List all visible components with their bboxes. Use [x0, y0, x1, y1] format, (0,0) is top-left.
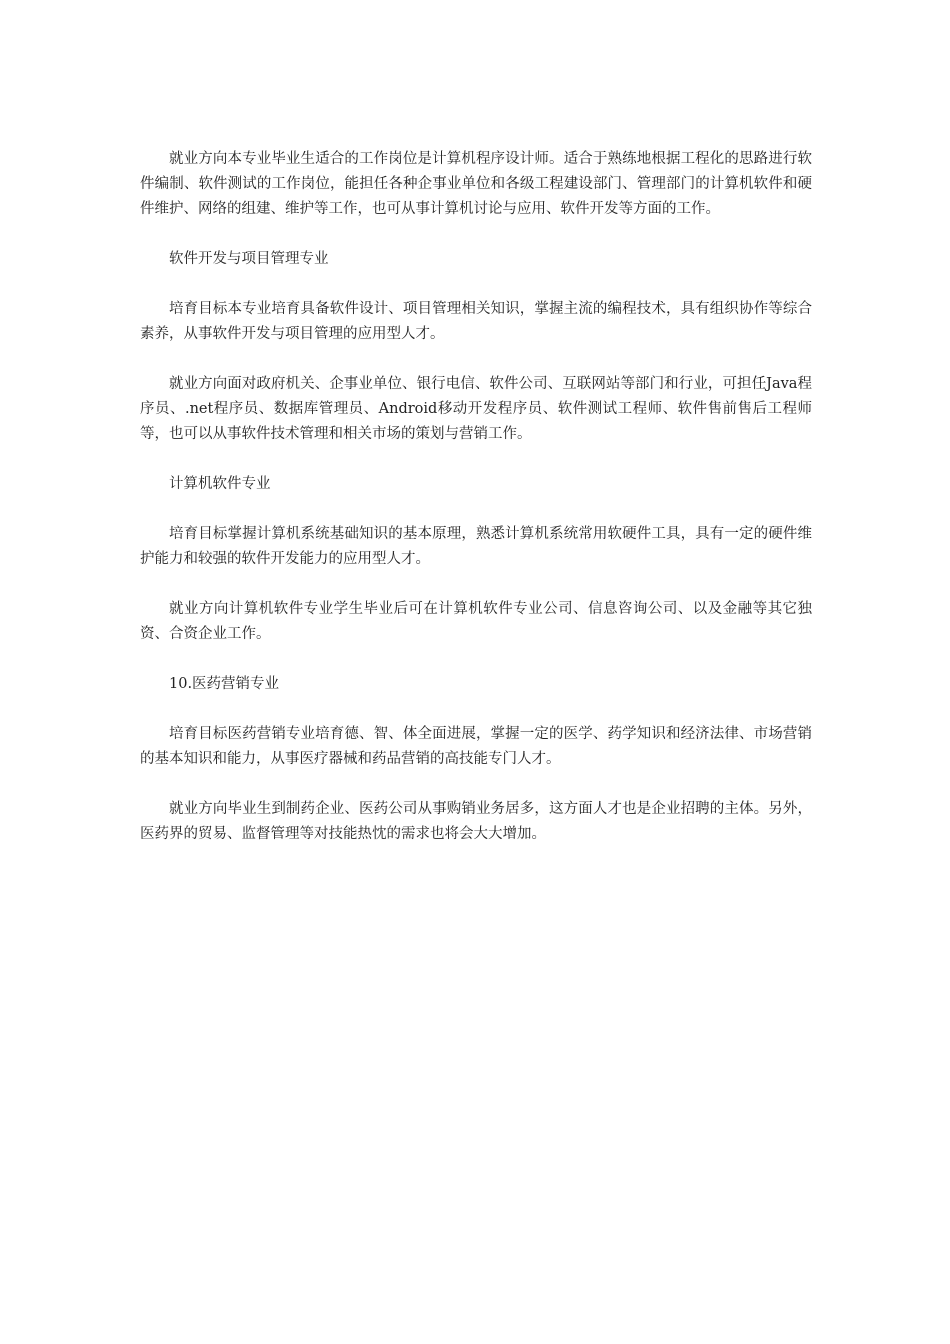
heading-software-dev-project-mgmt: 软件开发与项目管理专业	[169, 251, 329, 267]
paragraph-goal-computer-software: 培育目标掌握计算机系统基础知识的基本原理，熟悉计算机系统常用软硬件工具，具有一定的硬件维护能力和较强的软件开发能力的应用型人才。	[140, 526, 812, 567]
heading-computer-software: 计算机软件专业	[169, 476, 271, 492]
paragraph-goal-pharma-marketing: 培育目标医药营销专业培育德、智、体全面进展，掌握一定的医学、药学知识和经济法律、市场营销的基本知识和能力，从事医疗器械和药品营销的高技能专门人才。	[140, 726, 812, 767]
heading-pharma-marketing: 10.医药营销专业	[169, 676, 280, 692]
paragraph-employment-software-dev-project-mgmt: 就业方向面对政府机关、企事业单位、银行电信、软件公司、互联网站等部门和行业，可担任Java程序员、.net程序员、数据库管理员、Android移动开发程序员、软件测试工程师、软件售前售后工程师等，也可以从事软件技术管理和相关市场的策划与营销工作。	[140, 376, 812, 442]
paragraph-employment-computer-software: 就业方向计算机软件专业学生毕业后可在计算机软件专业公司、信息咨询公司、以及金融等其它独资、合资企业工作。	[140, 601, 812, 642]
document-body	[140, 147, 812, 872]
paragraph-goal-software-dev-project-mgmt: 培育目标本专业培育具备软件设计、项目管理相关知识，掌握主流的编程技术，具有组织协作等综合素养，从事软件开发与项目管理的应用型人才。	[140, 301, 812, 342]
paragraph-employment-pharma-marketing: 就业方向毕业生到制药企业、医药公司从事购销业务居多，这方面人才也是企业招聘的主体。另外，医药界的贸易、监督管理等对技能热忱的需求也将会大大增加。	[140, 801, 812, 842]
paragraph-employment-software-design: 就业方向本专业毕业生适合的工作岗位是计算机程序设计师。适合于熟练地根据工程化的思路进行软件编制、软件测试的工作岗位，能担任各种企事业单位和各级工程建设部门、管理部门的计算机软件和硬件维护、网络的组建、维护等工作，也可从事计算机讨论与应用、软件开发等方面的工作。	[140, 151, 812, 217]
